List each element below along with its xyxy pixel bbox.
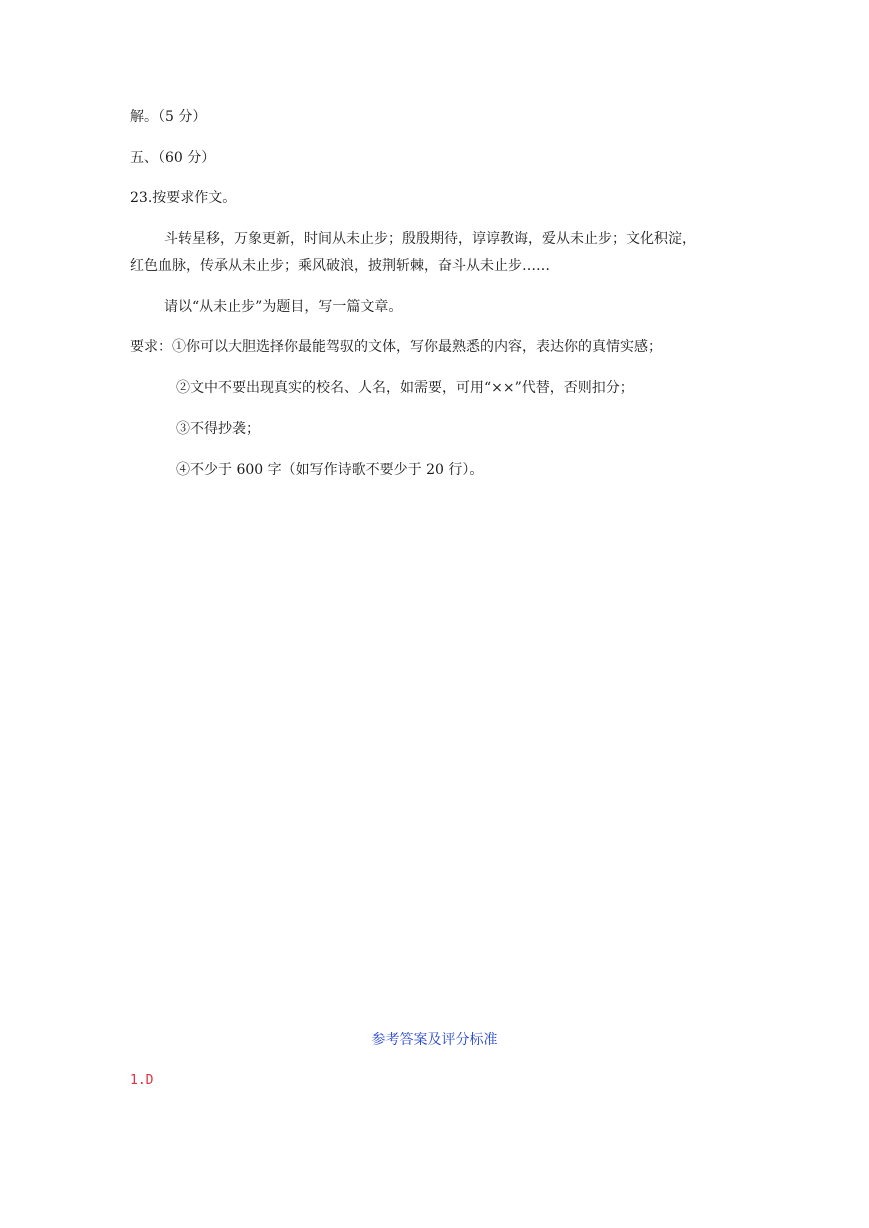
prompt-paragraph-line-2: 红色血脉，传承从未止步；乘风破浪，披荆斩棘，奋斗从未止步……: [130, 258, 550, 274]
question-23-title: 23.按要求作文。: [130, 190, 237, 206]
answer-item-1: 1.D: [130, 1073, 154, 1088]
answers-heading: 参考答案及评分标准: [371, 1032, 498, 1048]
requirement-1: 要求：①你可以大胆选择你最能驾驭的文体，写你最熟悉的内容，表达你的真情实感；: [130, 339, 662, 355]
requirement-3: ③不得抄袭；: [176, 421, 260, 437]
section-tail-text: 解。（5 分）: [130, 109, 207, 125]
section-five-heading: 五、（60 分）: [130, 150, 216, 166]
prompt-paragraph-line-1: 斗转星移，万象更新，时间从未止步；殷殷期待，谆谆教诲，爱从未止步；文化积淀，: [164, 231, 696, 247]
prompt-instruction: 请以“从未止步”为题目，写一篇文章。: [164, 299, 403, 315]
requirement-4: ④不少于 600 字（如写作诗歌不要少于 20 行）。: [176, 462, 484, 478]
requirement-2: ②文中不要出现真实的校名、人名，如需要，可用“××”代替，否则扣分；: [176, 380, 634, 396]
